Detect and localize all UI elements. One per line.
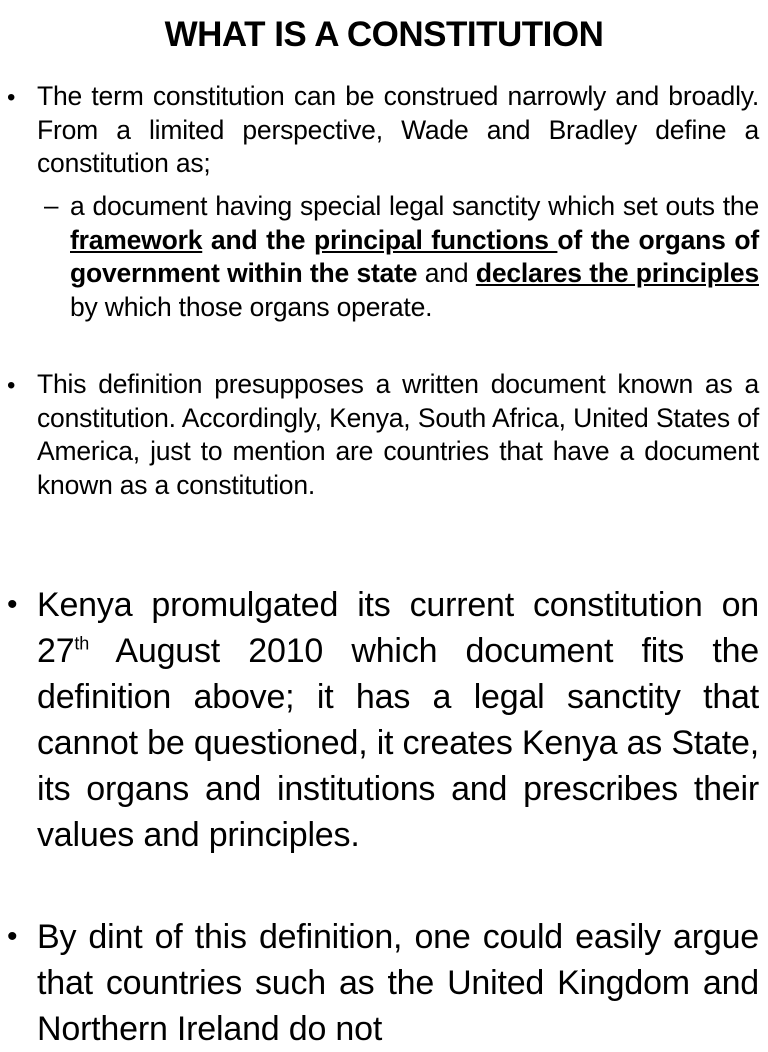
definition-text-3: of the organs of government within the state [70, 224, 760, 288]
dash-icon: – [44, 190, 59, 220]
definition-term-principal-functions: principal functions [313, 224, 558, 255]
bullet-dot-icon: • [7, 920, 18, 953]
sub-bullet-text [70, 190, 759, 324]
definition-term-framework: framework [70, 224, 203, 255]
definition-text-4: and [417, 258, 476, 288]
sub-bullet-definition [44, 190, 760, 324]
definition-text-1: a document having special legal sanctity which set outs the [70, 191, 759, 221]
bullet-item-3 [7, 582, 759, 858]
page-title: WHAT IS A CONSTITUTION [164, 15, 604, 54]
bullet-text-4: By dint of this definition, one could easily argue that countries such as the United Kingdom and Northern Ireland do not [37, 918, 759, 1048]
bullet-text-3 [37, 582, 759, 858]
bullet-dot-icon: • [7, 372, 16, 399]
ordinal-suffix: th [74, 633, 90, 654]
kenya-text-1: Kenya promulgated its current constitution on 27 [37, 586, 759, 670]
bullet-dot-icon: • [7, 588, 18, 621]
bullet-text-1: The term constitution can be construed narrowly and broadly. From a limited perspective, Wade and Bradley define a constitution as; [37, 81, 759, 178]
definition-text-5: by which those organs operate. [70, 291, 433, 322]
bullet-dot-icon: • [7, 84, 16, 111]
bullet-item-1 [7, 80, 759, 181]
bullet-item-4 [7, 914, 759, 1052]
definition-text-2: and the [202, 224, 314, 255]
definition-term-declares-principles: declares the principles [475, 258, 759, 288]
bullet-text-2: This definition presupposes a written document known as a constitution. Accordingly, Kenya, South Africa, United States of America, just to mention are countries that have a document known as a constitution. [37, 369, 759, 500]
kenya-text-2: August 2010 which document fits the definition above; it has a legal sanctity that cannot be questioned, it creates Kenya as State, its organs and institutions and prescribes their values and principles. [37, 632, 759, 854]
bullet-item-2 [7, 368, 759, 502]
